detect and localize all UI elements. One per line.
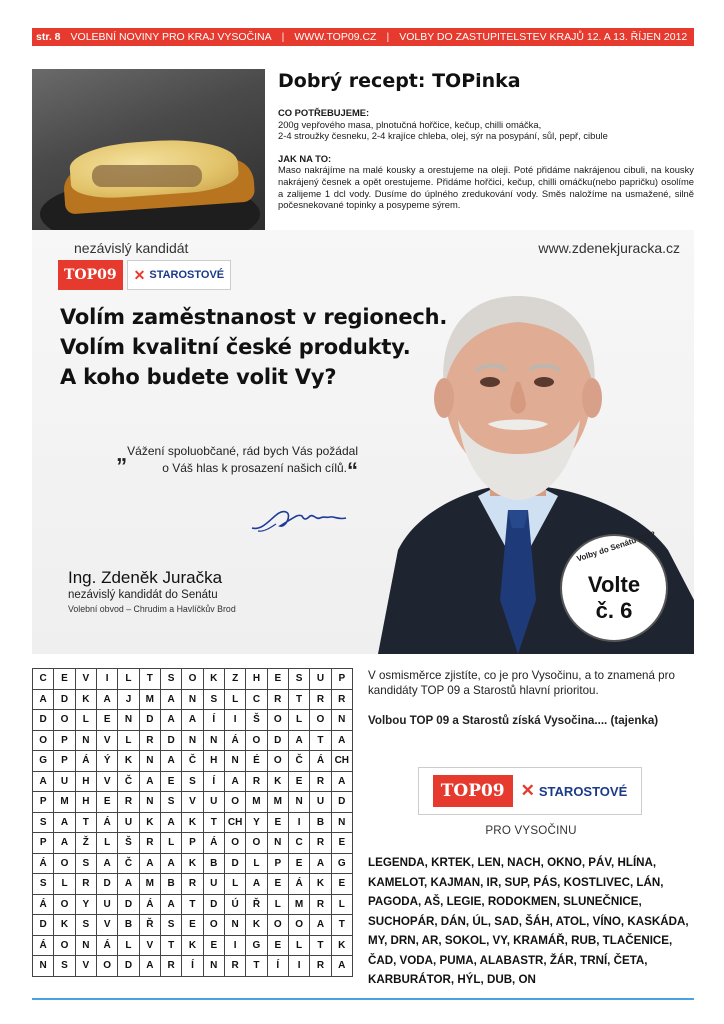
grid-cell: A xyxy=(224,771,245,792)
grid-cell: Š xyxy=(118,833,139,854)
grid-cell: O xyxy=(182,669,203,690)
grid-cell: T xyxy=(182,894,203,915)
grid-cell: A xyxy=(160,812,181,833)
candidate-role: nezávislý kandidát do Senátu xyxy=(68,589,218,601)
grid-cell: A xyxy=(139,771,160,792)
grid-cell: L xyxy=(118,730,139,751)
grid-cell: L xyxy=(331,894,352,915)
starostove-cross-icon: ✕ xyxy=(133,266,146,283)
grid-cell: A xyxy=(139,956,160,977)
grid-cell: N xyxy=(139,792,160,813)
grid-cell: Č xyxy=(118,771,139,792)
grid-cell: T xyxy=(310,730,331,751)
method-heading: JAK NA TO: xyxy=(278,152,332,164)
grid-cell: S xyxy=(182,771,203,792)
grid-cell: Ř xyxy=(246,894,267,915)
grid-cell: A xyxy=(54,812,75,833)
grid-cell: K xyxy=(246,915,267,936)
grid-cell: A xyxy=(96,689,117,710)
grid-cell: B xyxy=(203,853,224,874)
grid-cell: S xyxy=(160,792,181,813)
slogan-line: A koho budete volit Vy? xyxy=(60,365,337,389)
grid-cell: L xyxy=(224,874,245,895)
candidate-district: Volební obvod – Chrudim a Havlíčkův Brod xyxy=(68,604,236,614)
grid-cell: E xyxy=(331,874,352,895)
grid-cell: R xyxy=(182,874,203,895)
grid-cell: Š xyxy=(246,710,267,731)
grid-cell: O xyxy=(54,935,75,956)
grid-cell: N xyxy=(267,833,288,854)
grid-cell: D xyxy=(96,874,117,895)
grid-cell: N xyxy=(33,956,54,977)
grid-cell: L xyxy=(96,833,117,854)
party-logos-box xyxy=(418,767,642,815)
grid-cell: R xyxy=(246,771,267,792)
grid-cell: E xyxy=(267,874,288,895)
grid-cell: P xyxy=(33,833,54,854)
slogan-line: Volím kvalitní české produkty. xyxy=(60,335,411,359)
grid-cell: R xyxy=(331,689,352,710)
grid-cell: A xyxy=(160,751,181,772)
grid-cell: T xyxy=(288,689,309,710)
grid-cell: C xyxy=(33,669,54,690)
grid-cell: U xyxy=(203,874,224,895)
grid-cell: A xyxy=(331,730,352,751)
header-event: VOLBY DO ZASTUPITELSTEV KRAJŮ 12. A 13. ŘÍJEN 2012 xyxy=(399,31,688,43)
grid-cell: D xyxy=(118,894,139,915)
ingredients-heading: CO POTŘEBUJEME: xyxy=(278,107,370,118)
grid-cell: E xyxy=(96,792,117,813)
grid-cell: A xyxy=(139,853,160,874)
grid-row xyxy=(33,792,353,813)
starostove-cross-icon: ✕ xyxy=(520,781,535,800)
grid-cell: U xyxy=(203,792,224,813)
grid-cell: A xyxy=(160,853,181,874)
grid-cell: O xyxy=(96,956,117,977)
grid-cell: E xyxy=(288,853,309,874)
grid-cell: K xyxy=(182,853,203,874)
grid-cell: O xyxy=(54,894,75,915)
grid-cell: A xyxy=(246,874,267,895)
grid-cell: O xyxy=(203,915,224,936)
grid-cell: A xyxy=(33,771,54,792)
grid-cell: É xyxy=(246,751,267,772)
grid-cell: I xyxy=(288,812,309,833)
grid-cell: E xyxy=(54,669,75,690)
method-text: Maso nakrájíme na malé kousky a orestujeme na oleji. Poté přidáme nakrájenou cibuli, na kousky nakrájený česnek a opět orestujeme. Přidáme hořčici, kečup, chilli omáčku(nebo papričku) osolíme a zalijeme 1 dcl vody. Dusíme do úplného zredukování vody. Směs naložíme na usmažené, silně počesnekované topinky a posypeme sýrem. xyxy=(278,164,694,211)
grid-cell: Í xyxy=(267,956,288,977)
grid-cell: N xyxy=(182,689,203,710)
badge-arc-text: Volby do Senátu 2012 xyxy=(575,529,657,564)
grid-cell: S xyxy=(203,689,224,710)
word-search-intro: V osmisměrce zjistíte, co je pro Vysočinu, a to znamená pro kandidáty TOP 09 a Starostů hlavní prioritou. xyxy=(368,669,675,697)
starostove-logo xyxy=(521,781,628,801)
grid-cell: U xyxy=(310,792,331,813)
ingredients-line: 200g vepřového masa, plnotučná hořčice, kečup, chilli omáčka, xyxy=(278,118,542,130)
grid-cell: O xyxy=(310,710,331,731)
grid-cell: J xyxy=(118,689,139,710)
header-separator: | xyxy=(386,31,390,43)
grid-row xyxy=(33,689,353,710)
grid-cell: Ý xyxy=(96,751,117,772)
top09-logo: TOP09 xyxy=(433,775,513,807)
grid-cell: A xyxy=(118,874,139,895)
grid-cell: R xyxy=(267,689,288,710)
top09-logo: TOP09 xyxy=(58,260,123,290)
slogan-line: Volím zaměstnanost v regionech. xyxy=(60,305,448,329)
grid-cell: S xyxy=(160,915,181,936)
header-separator: | xyxy=(281,31,285,43)
grid-cell: K xyxy=(54,915,75,936)
grid-cell: A xyxy=(310,915,331,936)
grid-cell: R xyxy=(160,956,181,977)
grid-cell: O xyxy=(267,915,288,936)
region-slogan: PRO VYSOČINU xyxy=(485,824,577,837)
grid-cell: CH xyxy=(331,751,352,772)
grid-cell: K xyxy=(75,689,96,710)
grid-cell: K xyxy=(118,751,139,772)
word-search-grid xyxy=(32,668,353,977)
grid-cell: B xyxy=(160,874,181,895)
grid-cell: I xyxy=(224,935,245,956)
grid-cell: D xyxy=(33,710,54,731)
grid-cell: E xyxy=(267,669,288,690)
grid-row xyxy=(33,894,353,915)
grid-cell: N xyxy=(75,730,96,751)
grid-cell: L xyxy=(54,874,75,895)
grid-cell: K xyxy=(310,874,331,895)
starostove-logo-text: STAROSTOVÉ xyxy=(149,269,225,281)
starostove-logo xyxy=(127,260,232,290)
grid-cell: T xyxy=(246,956,267,977)
grid-cell: N xyxy=(288,792,309,813)
grid-row xyxy=(33,751,353,772)
grid-cell: M xyxy=(246,792,267,813)
grid-row xyxy=(33,833,353,854)
grid-cell: O xyxy=(54,853,75,874)
grid-cell: Á xyxy=(33,853,54,874)
grid-cell: Á xyxy=(224,730,245,751)
grid-cell: M xyxy=(267,792,288,813)
grid-row xyxy=(33,935,353,956)
independent-label: nezávislý kandidát xyxy=(74,240,189,256)
grid-row xyxy=(33,710,353,731)
grid-cell: M xyxy=(288,894,309,915)
badge-line1: Volte xyxy=(587,572,641,597)
grid-cell: H xyxy=(203,751,224,772)
grid-cell: N xyxy=(203,730,224,751)
grid-cell: Ú xyxy=(224,894,245,915)
grid-cell: M xyxy=(54,792,75,813)
grid-cell: N xyxy=(118,710,139,731)
grid-cell: H xyxy=(246,669,267,690)
grid-cell: A xyxy=(33,689,54,710)
grid-cell: E xyxy=(288,771,309,792)
grid-cell: E xyxy=(203,935,224,956)
grid-cell: C xyxy=(288,833,309,854)
grid-cell: D xyxy=(267,730,288,751)
grid-cell: Č xyxy=(118,853,139,874)
grid-cell: L xyxy=(160,833,181,854)
grid-cell: Á xyxy=(33,935,54,956)
grid-row xyxy=(33,771,353,792)
grid-cell: P xyxy=(33,792,54,813)
grid-cell: S xyxy=(75,853,96,874)
grid-cell: L xyxy=(288,710,309,731)
grid-cell: V xyxy=(182,792,203,813)
grid-cell: M xyxy=(139,689,160,710)
grid-cell: O xyxy=(267,751,288,772)
grid-cell: R xyxy=(310,833,331,854)
grid-cell: N xyxy=(224,915,245,936)
grid-cell: Y xyxy=(246,812,267,833)
bottom-divider xyxy=(32,998,694,1000)
word-list: LEGENDA, KRTEK, LEN, NACH, OKNO, PÁV, HLÍNA, KAMELOT, KAJMAN, IR, SUP, PÁS, KOSTLIVEC, LÁN, PAGODA, AŠ, LEGIE, RODOKMEN, SLUNEČNICE, SUCHOPÁR, DÁN, ÚL, SAD, ŠÁH, ATOL, VÍNO, KASKÁDA, MY, DRN, AR, SOKOL, VY, KRAMÁŘ, RUB, TLAČENICE, ČAD, VODA, PUMA, ALABASTR, ŽÁR, TRNÍ, ČETA, KARBURÁTOR, HÝL, DUB, ON xyxy=(368,856,689,986)
quote-text: Vážení spoluobčané, rád bych Vás požádal o Váš hlas k prosazení našich cílů. xyxy=(127,444,358,475)
grid-cell: E xyxy=(267,935,288,956)
quote-open-mark: „ xyxy=(116,441,128,466)
grid-cell: Á xyxy=(139,894,160,915)
grid-cell: L xyxy=(246,853,267,874)
grid-cell: Á xyxy=(203,833,224,854)
candidate-name: Ing. Zdeněk Juračka xyxy=(68,568,223,587)
grid-cell: O xyxy=(33,730,54,751)
grid-cell: C xyxy=(246,689,267,710)
grid-cell: R xyxy=(224,956,245,977)
grid-cell: L xyxy=(75,710,96,731)
grid-cell: Á xyxy=(288,874,309,895)
grid-cell: K xyxy=(203,669,224,690)
grid-cell: Á xyxy=(33,894,54,915)
grid-cell: H xyxy=(75,771,96,792)
grid-cell: K xyxy=(267,771,288,792)
publication-name: VOLEBNÍ NOVINY PRO KRAJ VYSOČINA xyxy=(70,31,272,43)
grid-cell: Y xyxy=(75,894,96,915)
grid-cell: N xyxy=(203,956,224,977)
grid-cell: Í xyxy=(203,771,224,792)
grid-cell: L xyxy=(118,669,139,690)
grid-cell: O xyxy=(267,710,288,731)
grid-cell: R xyxy=(75,874,96,895)
grid-cell: N xyxy=(139,751,160,772)
starostove-logo-text: STAROSTOVÉ xyxy=(538,783,628,799)
grid-cell: R xyxy=(310,689,331,710)
grid-cell: U xyxy=(54,771,75,792)
grid-cell: R xyxy=(139,730,160,751)
grid-cell: O xyxy=(54,710,75,731)
grid-cell: I xyxy=(288,956,309,977)
grid-cell: P xyxy=(182,833,203,854)
grid-cell: R xyxy=(310,894,331,915)
grid-cell: A xyxy=(96,853,117,874)
grid-cell: N xyxy=(331,710,352,731)
grid-cell: V xyxy=(96,730,117,751)
grid-cell: L xyxy=(288,935,309,956)
grid-cell: K xyxy=(331,935,352,956)
grid-cell: D xyxy=(224,853,245,874)
badge-line2: č. 6 xyxy=(595,598,633,623)
grid-cell: N xyxy=(75,935,96,956)
vote-number-badge xyxy=(560,529,668,642)
grid-row xyxy=(33,669,353,690)
grid-cell: D xyxy=(139,710,160,731)
grid-cell: A xyxy=(331,956,352,977)
candidate-quote xyxy=(114,441,358,483)
grid-cell: D xyxy=(33,915,54,936)
grid-cell: V xyxy=(75,669,96,690)
grid-cell: R xyxy=(310,956,331,977)
quote-close-mark: “ xyxy=(347,458,358,483)
grid-cell: K xyxy=(139,812,160,833)
grid-cell: R xyxy=(310,771,331,792)
page-number: str. 8 xyxy=(36,31,61,43)
grid-cell: L xyxy=(118,935,139,956)
ingredients-line: 2-4 stroužky česneku, 2-4 krajíce chleba, olej, sýr na posypání, sůl, pepř, cibule xyxy=(278,130,608,142)
grid-row xyxy=(33,853,353,874)
grid-cell: D xyxy=(331,792,352,813)
grid-cell: P xyxy=(54,751,75,772)
recipe-title: Dobrý recept: TOPinka xyxy=(278,70,521,92)
grid-cell: N xyxy=(331,812,352,833)
grid-cell: I xyxy=(224,710,245,731)
grid-row xyxy=(33,956,353,977)
grid-cell: L xyxy=(224,689,245,710)
grid-cell: P xyxy=(267,853,288,874)
grid-cell: K xyxy=(182,935,203,956)
grid-cell: O xyxy=(246,833,267,854)
grid-cell: Č xyxy=(288,751,309,772)
page-header xyxy=(32,28,694,46)
grid-cell: Á xyxy=(310,751,331,772)
recipe-photo xyxy=(32,69,265,230)
grid-cell: Í xyxy=(203,710,224,731)
grid-cell: A xyxy=(160,894,181,915)
grid-cell: E xyxy=(160,771,181,792)
grid-cell: P xyxy=(331,669,352,690)
candidate-website[interactable]: www.zdenekjuracka.cz xyxy=(538,240,680,256)
recipe-body xyxy=(278,107,694,211)
grid-cell: S xyxy=(160,669,181,690)
grid-cell: A xyxy=(160,710,181,731)
grid-cell: V xyxy=(96,915,117,936)
grid-cell: O xyxy=(246,730,267,751)
grid-cell: A xyxy=(182,710,203,731)
grid-cell: G xyxy=(331,853,352,874)
grid-cell: V xyxy=(96,771,117,792)
grid-row xyxy=(33,874,353,895)
grid-cell: S xyxy=(54,956,75,977)
grid-cell: E xyxy=(267,812,288,833)
grid-cell: D xyxy=(160,730,181,751)
grid-cell: A xyxy=(160,689,181,710)
grid-cell: I xyxy=(96,669,117,690)
grid-cell: A xyxy=(331,771,352,792)
grid-cell: E xyxy=(331,833,352,854)
grid-cell: D xyxy=(118,956,139,977)
grid-cell: T xyxy=(139,669,160,690)
grid-cell: B xyxy=(310,812,331,833)
grid-cell: Á xyxy=(96,935,117,956)
grid-cell: K xyxy=(182,812,203,833)
grid-cell: R xyxy=(139,833,160,854)
party-logos xyxy=(58,260,231,290)
grid-cell: S xyxy=(288,669,309,690)
grid-cell: T xyxy=(160,935,181,956)
grid-cell: V xyxy=(139,935,160,956)
grid-cell: B xyxy=(118,915,139,936)
grid-cell: L xyxy=(267,894,288,915)
grid-cell: Z xyxy=(224,669,245,690)
grid-cell: T xyxy=(75,812,96,833)
grid-cell: Ž xyxy=(75,833,96,854)
grid-cell: S xyxy=(75,915,96,936)
grid-cell: U xyxy=(96,894,117,915)
header-website: WWW.TOP09.CZ xyxy=(294,31,377,43)
grid-cell: Č xyxy=(182,751,203,772)
election-ad xyxy=(32,230,694,654)
grid-cell: R xyxy=(118,792,139,813)
grid-row xyxy=(33,812,353,833)
grid-cell: A xyxy=(288,730,309,751)
grid-cell: G xyxy=(33,751,54,772)
grid-cell: T xyxy=(331,915,352,936)
grid-cell: U xyxy=(118,812,139,833)
grid-cell: Í xyxy=(182,956,203,977)
grid-cell: O xyxy=(224,792,245,813)
grid-row xyxy=(33,915,353,936)
grid-cell: O xyxy=(224,833,245,854)
grid-cell: Á xyxy=(75,751,96,772)
grid-cell: S xyxy=(33,812,54,833)
grid-cell: A xyxy=(54,833,75,854)
grid-cell: P xyxy=(54,730,75,751)
grid-cell: D xyxy=(203,894,224,915)
grid-cell: D xyxy=(54,689,75,710)
grid-cell: S xyxy=(33,874,54,895)
grid-row xyxy=(33,730,353,751)
word-search-task: Volbou TOP 09 a Starostů získá Vysočina.... (tajenka) xyxy=(368,714,659,727)
grid-cell: T xyxy=(310,935,331,956)
grid-cell: N xyxy=(182,730,203,751)
grid-cell: O xyxy=(288,915,309,936)
grid-cell: N xyxy=(224,751,245,772)
grid-cell: E xyxy=(96,710,117,731)
grid-cell: G xyxy=(246,935,267,956)
grid-cell: A xyxy=(310,853,331,874)
grid-cell: H xyxy=(75,792,96,813)
grid-cell: E xyxy=(182,915,203,936)
grid-cell: U xyxy=(310,669,331,690)
grid-cell: Ř xyxy=(139,915,160,936)
grid-cell: CH xyxy=(224,812,245,833)
grid-cell: Á xyxy=(96,812,117,833)
grid-cell: T xyxy=(203,812,224,833)
grid-cell: V xyxy=(75,956,96,977)
grid-cell: M xyxy=(139,874,160,895)
